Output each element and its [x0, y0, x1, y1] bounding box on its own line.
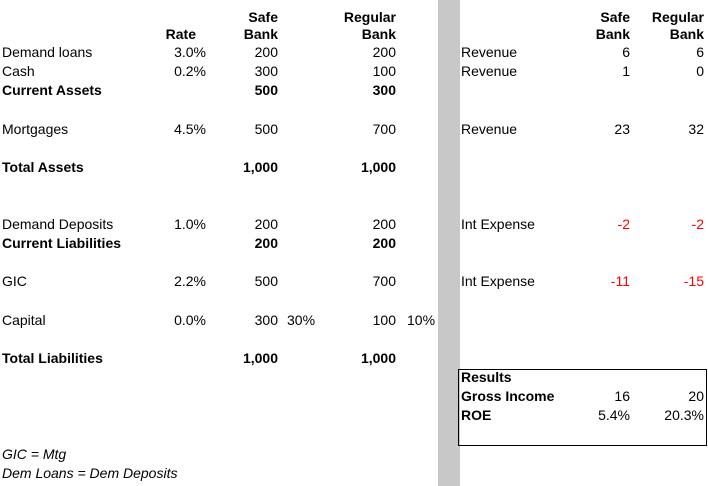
safe-capital: 300	[254, 312, 278, 328]
safe-current-assets: 500	[254, 82, 278, 98]
row-label-total-liabilities: Total Liabilities	[2, 350, 103, 366]
right-safe-gic: -11	[610, 273, 630, 289]
safe-current-liabilities: 200	[254, 235, 278, 251]
results-safe-roe: 5.4%	[598, 407, 630, 423]
right-label-gic: Int Expense	[461, 273, 535, 289]
results-safe-gross-income: 16	[614, 388, 630, 404]
rate-cash: 0.2%	[174, 63, 206, 79]
safe-total-assets: 1,000	[242, 159, 278, 175]
right-safe-demand-loans: 6	[622, 44, 630, 60]
right-regular-cash: 0	[696, 63, 704, 79]
rate-demand-deposits: 1.0%	[174, 216, 206, 232]
note-loans-equal-deposits: Dem Loans = Dem Deposits	[2, 465, 178, 481]
row-label-capital: Capital	[2, 312, 46, 328]
safe-capital-pct: 30%	[287, 312, 316, 328]
row-label-demand-deposits: Demand Deposits	[2, 216, 114, 232]
row-label-total-assets: Total Assets	[2, 159, 84, 175]
header-regular-line1: Regular	[343, 9, 396, 25]
results-regular-roe: 20.3%	[664, 407, 704, 423]
regular-total-assets: 1,000	[360, 159, 396, 175]
regular-capital-pct: 10%	[407, 312, 436, 328]
header-rate: Rate	[165, 26, 196, 42]
safe-demand-loans: 200	[254, 44, 278, 60]
header-safe-line2: Bank	[243, 26, 278, 42]
note-gic-equals-mtg: GIC = Mtg	[2, 446, 67, 462]
row-label-demand-loans: Demand loans	[2, 44, 93, 60]
regular-gic: 700	[372, 273, 396, 289]
results-title: Results	[461, 369, 512, 385]
row-label-current-assets: Current Assets	[2, 82, 102, 98]
regular-current-assets: 300	[372, 82, 396, 98]
rate-gic: 2.2%	[174, 273, 206, 289]
safe-gic: 500	[254, 273, 278, 289]
results-regular-gross-income: 20	[688, 388, 704, 404]
row-label-cash: Cash	[2, 63, 35, 79]
header-safe-line1: Safe	[248, 9, 278, 25]
right-label-demand-loans: Revenue	[461, 44, 518, 60]
safe-demand-deposits: 200	[254, 216, 278, 232]
right-label-cash: Revenue	[461, 63, 518, 79]
right-label-mortgages: Revenue	[461, 121, 518, 137]
row-label-gic: GIC	[2, 273, 27, 289]
right-header-safe-line1: Safe	[600, 9, 630, 25]
header-regular-line2: Bank	[361, 26, 396, 42]
safe-mortgages: 500	[254, 121, 278, 137]
rate-demand-loans: 3.0%	[174, 44, 206, 60]
right-header-safe-line2: Bank	[595, 26, 630, 42]
safe-total-liabilities: 1,000	[242, 350, 278, 366]
regular-demand-deposits: 200	[372, 216, 396, 232]
right-header-regular-line1: Regular	[651, 9, 704, 25]
right-regular-demand-loans: 6	[696, 44, 704, 60]
rate-mortgages: 4.5%	[174, 121, 206, 137]
regular-cash: 100	[372, 63, 396, 79]
row-label-mortgages: Mortgages	[2, 121, 69, 137]
results-label-gross-income: Gross Income	[461, 388, 555, 404]
right-regular-gic: -15	[683, 273, 704, 289]
row-label-current-liabilities: Current Liabilities	[2, 235, 122, 251]
column-divider	[438, 0, 460, 486]
regular-capital: 100	[372, 312, 396, 328]
results-label-roe: ROE	[461, 407, 492, 423]
right-safe-cash: 1	[622, 63, 630, 79]
rate-capital: 0.0%	[174, 312, 206, 328]
right-regular-demand-deposits: -2	[691, 216, 704, 232]
safe-cash: 300	[254, 63, 278, 79]
regular-mortgages: 700	[372, 121, 396, 137]
right-regular-mortgages: 32	[688, 121, 704, 137]
right-header-regular-line2: Bank	[669, 26, 704, 42]
right-label-demand-deposits: Int Expense	[461, 216, 535, 232]
right-safe-demand-deposits: -2	[617, 216, 630, 232]
regular-total-liabilities: 1,000	[360, 350, 396, 366]
right-safe-mortgages: 23	[614, 121, 630, 137]
regular-current-liabilities: 200	[372, 235, 396, 251]
regular-demand-loans: 200	[372, 44, 396, 60]
